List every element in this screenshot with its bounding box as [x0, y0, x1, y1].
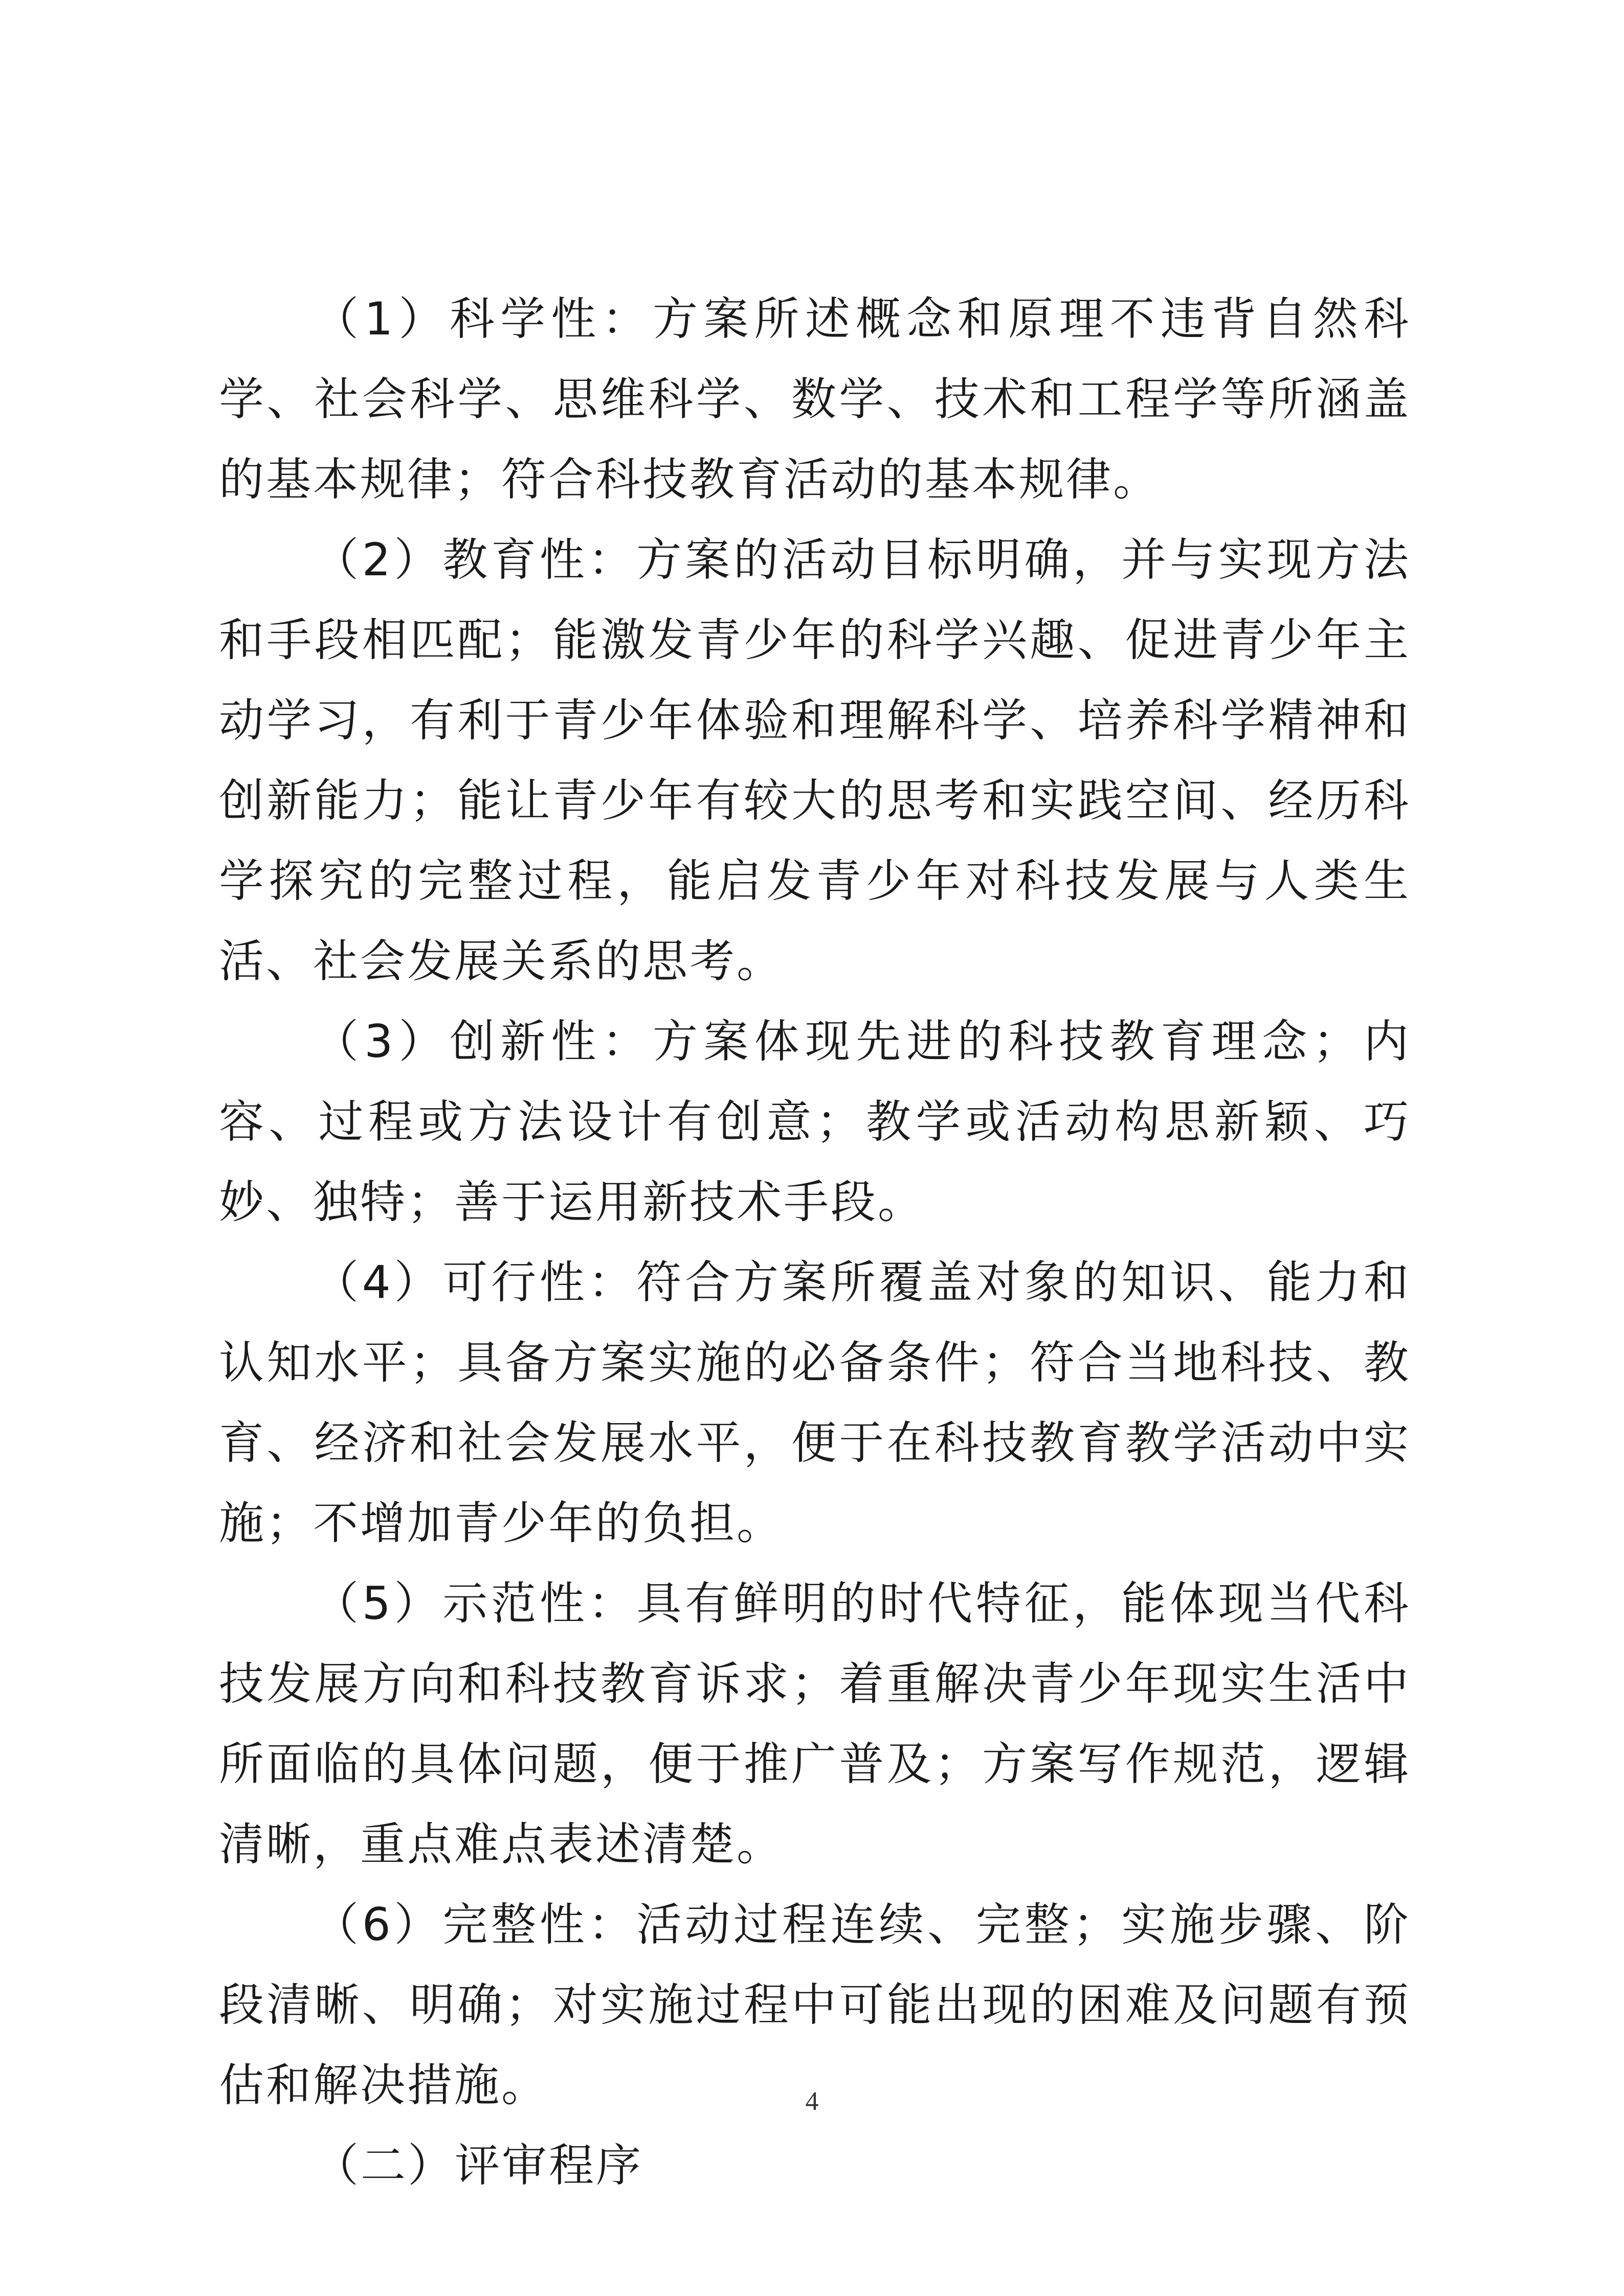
criterion-exemplary: （5）示范性：具有鲜明的时代特征，能体现当代科技发展方向和科技教育诉求；着重解决青少年现实生活中所面临的具体问题，便于推广普及；方案写作规范，逻辑清晰，重点难点表述清楚。	[219, 1577, 1411, 1871]
criterion-scientific: （1）科学性：方案所述概念和原理不违背自然科学、社会科学、思维科学、数学、技术和工程学等所涵盖的基本规律；符合科技教育活动的基本规律。	[219, 292, 1411, 506]
criterion-feasible: （4）可行性：符合方案所覆盖对象的知识、能力和认知水平；具备方案实施的必备条件；符合当地科技、教育、经济和社会发展水平，便于在科技教育教学活动中实施；不增加青少年的负担。	[219, 1256, 1411, 1549]
body-text	[219, 279, 1411, 2205]
page-number: 4	[805, 2087, 819, 2116]
section-heading: （二）评审程序	[314, 2139, 643, 2192]
criterion-innovative: （3）创新性：方案体现先进的科技教育理念；内容、过程或方法设计有创意；教学或活动构思新颖、巧妙、独特；善于运用新技术手段。	[219, 1015, 1411, 1228]
criterion-educational: （2）教育性：方案的活动目标明确，并与实现方法和手段相匹配；能激发青少年的科学兴趣、促进青少年主动学习，有利于青少年体验和理解科学、培养科学精神和创新能力；能让青少年有较大的思考和实践空间、经历科学探究的完整过程，能启发青少年对科技发展与人类生活、社会发展关系的思考。	[219, 533, 1411, 987]
criterion-complete: （6）完整性：活动过程连续、完整；实施步骤、阶段清晰、明确；对实施过程中可能出现的困难及问题有预估和解决措施。	[219, 1898, 1411, 2111]
